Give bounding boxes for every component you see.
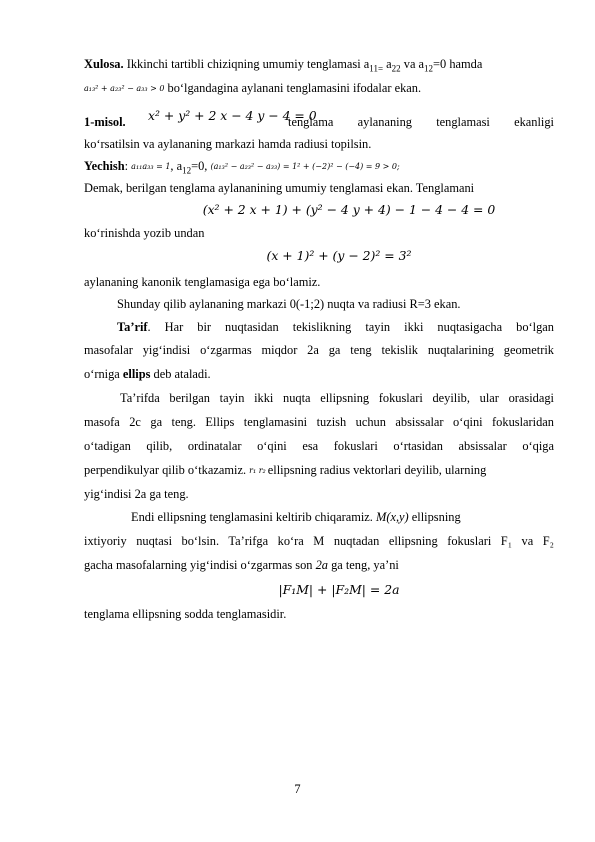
line-11: Shunday qilib aylananing markazi 0(-1;2) nuqta va radiusi R=3 ekan. — [117, 297, 461, 311]
line-22: gacha masofalarning yig‘indisi o‘zgarmas son 2a ga teng, ya’ni — [84, 558, 399, 572]
line-15: Ta’rifda berilgan tayin ikki nuqta ellipsning fokuslari deyilib, ular orasidagi — [120, 391, 554, 405]
line-13: masofalar yig‘indisi o‘zgarmas miqdor 2a ga teng tekislik nuqtalarining geometrik — [84, 343, 554, 357]
formula-condition: a₁₃² + a₂₃² − a₃₃ > 0 — [84, 84, 165, 94]
line-8: ko‘rinishda yozib undan — [84, 226, 205, 240]
yechish-heading: Yechish — [84, 159, 125, 173]
formula-discriminant: (a₁₃² − a₂₃² − a₃₃) = 1² + (−2)² − (−4) = 9 > 0; — [210, 162, 400, 172]
line-19: yig‘indisi 2a ga teng. — [84, 487, 189, 501]
line-18: perpendikulyar qilib o‘tkazamiz. r₁ r₂ ellipsning radius vektorlari deyilib, ularning — [84, 462, 554, 479]
line-9-formula: (x + 1)² + (y − 2)² = 3² — [266, 248, 412, 263]
line-20: Endi ellipsning tenglamasini keltirib chiqaramiz. M(x,y) ellipsning — [131, 510, 461, 524]
line-16: masofa 2c ga teng. Ellips tenglamasini tuzish uchun absissalar o‘qini fokuslaridan — [84, 415, 554, 429]
misol-heading: 1-misol. — [84, 115, 126, 129]
line-4: ko‘rsatilsin va aylananing markazi hamda radiusi topilsin. — [84, 137, 372, 151]
line-23-formula: |F₁M| + |F₂M| = 2a — [278, 582, 400, 597]
formula-circle: x² + y² + 2 x − 4 y − 4 = 0 — [148, 108, 317, 123]
line-10: aylananing kanonik tenglamasiga ega bo‘lamiz. — [84, 275, 321, 289]
line-6: Demak, berilgan tenglama aylananining umumiy tenglamasi ekan. Tenglamani — [84, 181, 475, 195]
formula-a11a33: a₁₁a₃₃ = 1 — [131, 162, 171, 172]
line-2: a₁₃² + a₂₃² − a₃₃ > 0 bo‘lgandagina aylanani tenglamasini ifodalar ekan. — [84, 80, 554, 97]
line-3: 1-misol. x² + y² + 2 x − 4 y − 4 = 0 tenglama aylananing tenglamasi ekanligi — [84, 108, 554, 129]
page-number: 7 — [294, 782, 301, 796]
line-1: Xulosa. Ikkinchi tartibli chiziqning umumiy tenglamasi $a_{11=}$ $a_{22}$ va $a_{12}=0$ hamda — [84, 57, 483, 74]
line-12: Ta’rif. Har bir nuqtasidan tekislikning tayin ikki nuqtasigacha bo‘lgan — [117, 320, 554, 334]
line-14: o‘rniga ellips deb ataladi. — [84, 367, 211, 381]
xulosa-heading: Xulosa. — [84, 57, 124, 71]
line-17: o‘tadigan qilib, ordinatalar o‘qini esa fokuslari o‘rtasidan absissalar o‘qiga — [84, 439, 554, 453]
line-5: Yechish: a₁₁a₃₃ = 1, $a_{12}=0$, (a₁₃² − a₂₃² − a₃₃) = 1² + (−2)² − (−4) = 9 > 0; — [84, 159, 400, 176]
formula-r1-r2: r₁ r₂ — [249, 466, 266, 476]
line-24: tenglama ellipsning sodda tenglamasidir. — [84, 607, 287, 621]
ellips-term: ellips — [122, 367, 151, 381]
line-7-formula: (x² + 2 x + 1) + (y² − 4 y + 4) − 1 − 4 − 4 = 0 — [202, 202, 496, 217]
tarif-heading: Ta’rif — [117, 320, 148, 334]
line-21: ixtiyoriy nuqtasi bo‘lsin. Ta’rifga ko‘ra M nuqtadan ellipsning fokuslari F₁ va F₂ — [84, 534, 554, 548]
